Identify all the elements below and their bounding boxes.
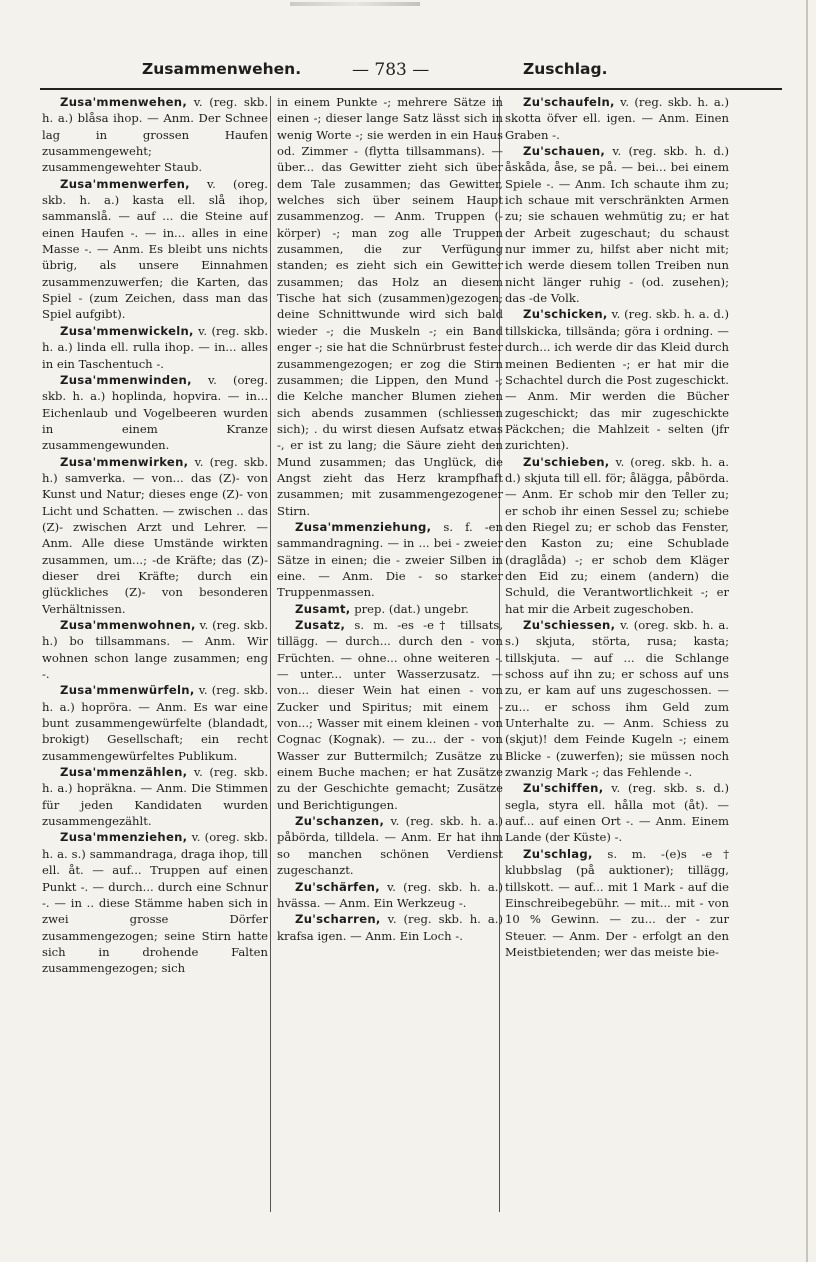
entry-definition: s. m. -es -e† tillsats, tillägg. — durch... durch den - von Früchten. — ohne... ohne weiteren -. — unter... unter Wasserzusatz. — von... dieser Wein hat einen - von Zucker und Spiritus; mit einem - von...; Wasser mit einem kleinen - von Cognac (Kognak). — zu... der - von Wasser zur Buttermilch; Zusätze zu einem Buche machen; er hat Zusätze zu der Geschichte gemacht; Zusätze und Berichtigungen.	[277, 618, 503, 812]
entry-definition: v. (reg. skb. h. a.) linda ell. rulla ihop. — in... alles in ein Taschentuch -.	[42, 323, 268, 371]
entry-headword: Zu'schanzen,	[295, 814, 385, 829]
dictionary-entry	[505, 143, 729, 306]
page-edge	[806, 0, 808, 1262]
column-3	[505, 94, 729, 1224]
entry-headword: Zusatz,	[295, 618, 346, 632]
dictionary-entry	[277, 617, 503, 813]
entry-definition: v. (reg. skb. h. a.) hopröra. — Anm. Es war eine bunt zusammengewürfelte (blandadt, brokigt) Gesellschaft; ein recht zusammengewürfeltes Publikum.	[42, 683, 268, 763]
dictionary-entry	[277, 813, 503, 878]
dictionary-entry	[505, 617, 729, 780]
dictionary-entry	[42, 617, 268, 682]
entry-headword: Zu'schauen,	[523, 144, 606, 159]
header-last-word: Zuschlag.	[523, 60, 608, 78]
dictionary-entry	[277, 601, 503, 617]
entry-headword: Zusa'mmenwehen,	[60, 95, 188, 109]
entry-headword: Zusa'mmenwickeln,	[60, 323, 194, 338]
entry-definition: v. (reg. skb. h. a.) hvässa. — Anm. Ein Werkzeug -.	[277, 879, 503, 910]
entry-definition: v. (reg. skb. h.) samverka. — von... das (Z)- von Kunst und Natur; dieses enge (Z)- von Licht und Schatten. — zwischen .. das (Z)- zwischen Arzt und Lehrer. — Anm. Alle diese Umstände wirkten zusammen, um...; -de Kräfte; das (Z)- dieser drei Kräfte; durch ein glückliches (Z)- von besonderen Verhältnissen.	[42, 454, 268, 616]
dictionary-entry	[42, 372, 268, 454]
entry-definition: v. (oreg. skb. h. a.) hoplinda, hopvira. — in... Eichenlaub und Vogelbeeren wurden in einem Kranze zusammengewunden.	[42, 372, 268, 453]
entry-headword: Zu'schicken,	[523, 307, 608, 322]
header-rule	[40, 88, 782, 90]
entry-definition: in einem Punkte -; mehrere Sätze in einen -; dieser lange Satz lässt sich in wenig Worte -; sie werden in ein Haus od. Zimmer - (flytta tillsammans). — über... das Gewitter zieht sich über dem Tale zusammen; das Gewitter, welches sich über seinem Haupt zusammenzog. — Anm. Truppen (-körper) -; man zog alle Truppen zusammen, die zur Verfügung standen; es zieht sich ein Gewitter zusammen; das Holz an diesem Tische hat sich (zusammen)gezogen; deine Schnittwunde wird sich bald wieder -; die Muskeln -; ein Band enger -; sie hat die Schnürbrust fester zusammengezogen; er zog die Stirn zusammen; die Lippen, den Mund -; die Kelche mancher Blumen ziehen sich abends zusammen (schliessen sich); . du wirst diesen Aufsatz etwas -, er ist zu lang; die Säure zieht den Mund zusammen; das Unglück, die Angst zieht das Herz krampfhaft zusammen; mit zusammengezogener Stirn.	[277, 95, 503, 518]
scan-artifact	[290, 2, 420, 6]
entry-headword: Zusa'mmenwerfen,	[60, 176, 190, 191]
column-1	[42, 94, 268, 1224]
dictionary-entry	[505, 94, 729, 143]
entry-headword: Zusa'mmenziehung,	[295, 519, 432, 534]
entry-definition: s. f. -en sammandragning. — in ... bei - zweier Sätze in einen; die - zweier Silben in eine. — Anm. Die - so starker Truppenmassen.	[277, 519, 503, 600]
entry-headword: Zu'schärfen,	[295, 879, 380, 894]
entry-headword: Zu'schiessen,	[523, 618, 616, 632]
entry-headword: Zu'scharren,	[295, 912, 381, 927]
entry-definition: v. (reg. skb. h. a.) hopräkna. — Anm. Die Stimmen für jeden Kandidaten wurden zusammengezählt.	[42, 765, 268, 829]
dictionary-entry	[277, 911, 503, 944]
dictionary-entry	[42, 764, 268, 829]
dictionary-entry	[42, 829, 268, 976]
column-divider-1	[270, 96, 271, 1212]
entry-definition: v. (reg. skb. h. a. d.) tillskicka, tillsända; göra i ordning. — durch... ich werde dir das Kleid durch meinen Bedienten -; er hat mir die Schachtel durch die Post zugeschickt. — Anm. Mir werden die Bücher zugeschickt; das mir zugeschickte Päckchen; die Mahlzeit - selten (jfr zurichten).	[505, 307, 729, 453]
dictionary-entry	[42, 176, 268, 323]
column-2	[277, 94, 503, 1224]
entry-definition: v. (oreg. skb. h. a. d.) skjuta till ell. för; ålägga, påbörda. — Anm. Er schob mir den Teller zu; er schob ihr einen Sessel zu; schiebe den Riegel zu; er schob das Fenster, den Kaston zu; eine Schublade (draglåda) -; er schob dem Kläger den Eid zu; einem (andern) die Schuld, die Verantwortlichkeit -; er hat mir die Arbeit zugeschoben.	[505, 454, 729, 616]
dictionary-entry	[505, 780, 729, 845]
entry-definition: v. (reg. skb. h. a.) påbörda, tilldela. — Anm. Er hat ihm so manchen schönen Verdienst zugeschanzt.	[277, 814, 503, 878]
entry-definition: prep. (dat.) ungebr.	[350, 601, 469, 616]
entry-definition: v. (oreg. skb. h. a. s.) skjuta, störta, rusa; kasta; tillskjuta. — auf ... die Schlange schoss auf ihn zu; er schoss auf uns zu, er kam auf uns zugeschossen. — zu... er schoss ihm Geld zum Unterhalte zu. — Anm. Schiess zu (skjut)! dem Feinde Kugeln -; einem Blicke - (zuwerfen); sie müssen noch zwanzig Mark -; das Fehlende -.	[505, 618, 729, 780]
entry-definition: v. (reg. skb. h. a.) krafsa igen. — Anm. Ein Loch -.	[277, 912, 503, 943]
page-number: — 783 —	[352, 60, 430, 80]
entry-definition: v. (oreg. skb. h. a. s.) sammandraga, draga ihop, till ell. åt. — auf... Truppen auf einen Punkt -. — durch... durch eine Schnur -. — in .. diese Stämme haben sich in zwei grosse Dörfer zusammengezogen; seine Stirn hatte sich in drohende Falten zusammengezogen; sich	[42, 830, 268, 976]
dictionary-entry	[42, 682, 268, 764]
dictionary-entry	[42, 94, 268, 176]
entry-headword: Zusa'mmenwürfeln,	[60, 683, 195, 698]
entry-headword: Zu'schlag,	[523, 846, 593, 861]
entry-definition: v. (reg. skb. h. a.) skotta öfver ell. igen. — Anm. Einen Graben -.	[505, 95, 729, 142]
dictionary-entry	[42, 323, 268, 372]
entry-headword: Zusa'mmenwohnen,	[60, 618, 196, 632]
dictionary-entry	[277, 879, 503, 912]
entry-headword: Zu'schiffen,	[523, 781, 604, 796]
dictionary-entry	[277, 94, 503, 519]
dictionary-entry	[505, 846, 729, 960]
entry-headword: Zusa'mmenwinden,	[60, 372, 192, 387]
running-header	[140, 58, 720, 84]
entry-headword: Zusa'mmenziehen,	[60, 830, 188, 845]
dictionary-entry	[505, 306, 729, 453]
entry-definition: v. (oreg. skb. h. a.) kasta ell. slå ihop, sammanslå. — auf ... die Steine auf einen Haufen -. — in... alles in eine Masse -. — Anm. Es bleibt uns nichts übrig, als unsere Einnahmen zusammenzuwerfen; die Karten, das Spiel - (zum Zeichen, dass man das Spiel aufgibt).	[42, 176, 268, 322]
entry-headword: Zusa'mmenwirken,	[60, 454, 189, 469]
dictionary-entry	[42, 454, 268, 617]
entry-headword: Zusamt,	[295, 601, 351, 616]
entry-headword: Zusa'mmenzählen,	[60, 765, 188, 780]
entry-headword: Zu'schaufeln,	[523, 95, 615, 109]
entry-definition: v. (reg. skb. h. a.) blåsa ihop. — Anm. Der Schnee lag in grossen Haufen zusammengeweht; zusammengewehter Staub.	[42, 95, 268, 175]
entry-definition: v. (reg. skb. h.) bo tillsammans. — Anm. Wir wohnen schon lange zusammen; eng -.	[42, 618, 268, 682]
dictionary-entry	[505, 454, 729, 617]
entry-definition: s. m. -(e)s -e† klubbslag (på auktioner); tillägg, tillskott. — auf... mit 1 Mark - auf die Einschreibegebühr. — mit... mit - von 10 % Gewinn. — zu... der - zur Steuer. — Anm. Der - erfolgt an den Meistbietenden; wer das meiste bie-	[505, 846, 729, 959]
dictionary-entry	[277, 519, 503, 601]
entry-headword: Zu'schieben,	[523, 454, 610, 469]
header-first-word: Zusammenwehen.	[142, 60, 302, 78]
entry-definition: v. (reg. skb. s. d.) segla, styra ell. hålla mot (åt). — auf... auf einen Ort -. — Anm. Einem Lande (der Küste) -.	[505, 781, 729, 845]
entry-definition: v. (reg. skb. h. d.) åskåda, åse, se på. — bei... bei einem Spiele -. — Anm. Ich schaute ihm zu; ich schaue mit verschränkten Armen zu; sie schauen wehmütig zu; er hat der Arbeit zugeschaut; du schaust nur immer zu, hilfst aber nicht mit; ich werde diesem tollen Treiben nun nicht länger ruhig - (od. zusehen); das -de Volk.	[505, 144, 729, 306]
